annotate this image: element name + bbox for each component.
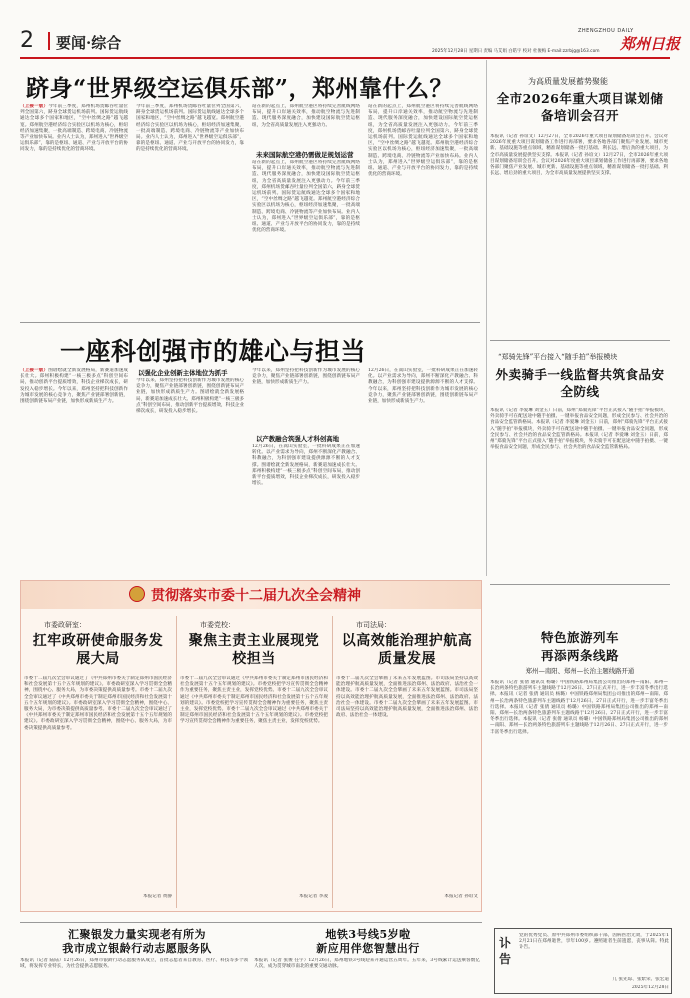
main-body-col3: 站在新的起点上，郑州航空港区将持续完善航线网络布局，提升口岸通关效率，推动航空物流与先进制造、现代服务深度融合，加快建设国际航空货运枢纽，为全省高质量发展注入更强动力。 (252, 104, 360, 128)
committee-col3[interactable] (336, 616, 478, 908)
silver-title: 汇聚银发力量实现老有所为 (68, 928, 206, 941)
train-title-1: 特色旅游列车 (540, 630, 619, 645)
section-name: 要闻·综合 (56, 34, 122, 52)
col3-title: 以高效能治理护航高质量发展 (341, 633, 473, 667)
committee-col2[interactable] (180, 616, 328, 908)
feature-col3: 今年以来，郑州坚持把科技创新作为城市发展的核心竞争力，聚焦产业链部署创新链，围绕创新链布局产业链，加快形成新质生产力。 (252, 368, 360, 386)
col2-sign: 本报记者 李凌 (298, 894, 328, 899)
obituary-label: 讣告 (499, 936, 512, 966)
article-silver[interactable] (20, 924, 252, 994)
committee-banner (21, 581, 481, 609)
col3-kicker: 市司法局： (356, 621, 391, 629)
main-body-col4: 站在新的起点上，郑州航空港区将持续完善航线网络布局，提升口岸通关效率，推动航空物流与先进制造、现代服务深度融合，加快建设国际航空货运枢纽，为全省高质量发展注入更强动力。今年前三季度，郑州机场货邮吞吐量位列全国第六，跻身全球货运机场前列。国际货运航线通达全球多个国家和地区，“空中丝绸之路”越飞越宽。郑州航空港经济综合实验区以机场为核心，枢纽经济加速集聚，一批高端制造、跨境电商、冷链物流等产业加快布局。业内人士认为，郑州进入“世界级空运俱乐部”，靠的是枢纽、通道、产业与开放平台的协同发力，靠的是持续优化的营商环境。 (368, 104, 478, 178)
masthead-rule (20, 57, 670, 59)
committee-col1[interactable] (24, 616, 172, 908)
metro-title-2: 新应用伴您智慧出行 (316, 942, 420, 955)
feature-sub2: 以产教融合筑强人才科创高地 (256, 435, 340, 443)
col1-sign: 本报记者 黄静 (142, 894, 172, 899)
right-divider-1 (486, 60, 487, 576)
silver-rule (20, 922, 482, 923)
main-body-col1: （上接一版）今年前三季度，郑州机场货邮吞吐量位列全国第六，跻身全球货运机场前列。国际货运航线通达全球多个国家和地区，“空中丝绸之路”越飞越宽。郑州航空港经济综合实验区以机场为核心，枢纽经济加速集聚，一批高端制造、跨境电商、冷链物流等产业加快布局。业内人士认为，郑州进入“世界级空运俱乐部”，靠的是枢纽、通道、产业与开放平台的协同发力，靠的是持续优化的营商环境。 (20, 104, 128, 153)
metro-title: 地铁3号线5岁啦 (325, 928, 411, 941)
party-emblem-icon (129, 586, 145, 602)
col2-body: 市委十二届九次全会审议通过《中共郑州市委关于制定郑州市国民经济和社会发展第十五个五年规划的建议》。市委党校把学习宣传贯彻全会精神作为重要任务，聚焦主责主业，发挥党校优势。市委十二届九次全会审议通过《中共郑州市委关于制定郑州市国民经济和社会发展第十五个五年规划的建议》。市委党校把学习宣传贯彻全会精神作为重要任务，聚焦主责主业，发挥党校优势。市委十二届九次全会审议通过《中共郑州市委关于制定郑州市国民经济和社会发展第十五个五年规划的建议》。市委党校把学习宣传贯彻全会精神作为重要任务，聚焦主责主业，发挥党校优势。 (180, 676, 328, 725)
article-train[interactable] (490, 584, 670, 924)
col2-title: 聚焦主责主业展现党校担当 (188, 633, 320, 667)
main-subhead: 未来国际航空港仍需做足规划运营 (256, 151, 354, 159)
date-line: 2025年12月28日 星期日 责编 马艾娟 白皓宇 校对 杜俊梅 E-mail:zzrbjg@163.com (432, 49, 600, 54)
news1-kicker: 为高质量发展蓄势聚能 (528, 77, 608, 86)
col3-sign: 本报记者 孙谊文 (444, 894, 478, 899)
col2-kicker: 市委党校： (200, 621, 235, 629)
silver-body: 本报讯（记者 陆陆）12月26日，郑州市银龄行动志愿服务队成立，首批志愿者来自教育、医疗、科技等多个领域，将发挥专业特长，为社会提供志愿服务。 (20, 958, 248, 970)
feature-col2: 今年以来，郑州坚持把科技创新作为城市发展的核心竞争力，聚焦产业链部署创新链，围绕创新链布局产业链，加快形成新质生产力。图谱绘就全新发展格局，新赛道加速成长壮大。郑州积极构建“一核三极多点”科创空间布局，推动创新平台提质增效，科技企业梯次成长，研发投入稳步增长。 (136, 378, 244, 415)
main-body-col3b: 站在新的起点上，郑州航空港区将持续完善航线网络布局，提升口岸通关效率，推动航空物流与先进制造、现代服务深度融合，加快建设国际航空货运枢纽，为全省高质量发展注入更强动力。今年前三季度，郑州机场货邮吞吐量位列全国第六，跻身全球货运机场前列。国际货运航线通达全球多个国家和地区，“空中丝绸之路”越飞越宽。郑州航空港经济综合实验区以机场为核心，枢纽经济加速集聚，一批高端制造、跨境电商、冷链物流等产业加快布局。业内人士认为，郑州进入“世界级空运俱乐部”，靠的是枢纽、通道、产业与开放平台的协同发力，靠的是持续优化的营商环境。 (252, 160, 360, 234)
article-feature[interactable] (20, 322, 480, 592)
article-main[interactable] (20, 60, 480, 318)
obituary[interactable] (494, 928, 672, 994)
train-rule (490, 584, 670, 585)
col1-body: 市委十二届九次全会审议通过了《中共郑州市委关于制定郑州市国民经济和社会发展第十五个五年规划的建议》。市委政研室深入学习贯彻全会精神，围绕中心、服务大局，为市委决策提供高质量参考。市委十二届九次全会审议通过了《中共郑州市委关于制定郑州市国民经济和社会发展第十五个五年规划的建议》。市委政研室深入学习贯彻全会精神，围绕中心、服务大局，为市委决策提供高质量参考。市委十二届九次全会审议通过了《中共郑州市委关于制定郑州市国民经济和社会发展第十五个五年规划的建议》。市委政研室深入学习贯彻全会精神，围绕中心、服务大局，为市委决策提供高质量参考。 (24, 676, 172, 731)
article-metro[interactable] (254, 924, 482, 994)
committee-banner-title: 贯彻落实市委十二届九次全会精神 (151, 588, 361, 604)
rider-title: 外卖骑手一线监督共筑食品安全防线 (495, 367, 665, 399)
feature-top-rule (20, 322, 480, 323)
news1-body-left: 本报讯（记者 孙谊文）12月27日，全市2026年重大项目谋划储备培训会召开。会议对2026年度重大项目谋划储备工作进行再部署，要求各地各部门聚焦产业发展、城市更新、基础设施等重点领域，精准谋划储备一批打基础、利长远、增后劲的重大项目，为全市高质量发展提供坚实支撑。本报讯（记者 孙谊文）12月27日，全市2026年重大项目谋划储备培训会召开。会议对2026年度重大项目谋划储备工作进行再部署，要求各地各部门聚焦产业发展、城市更新、基础设施等重点领域，精准谋划储备一批打基础、利长远、增后劲的重大项目，为全市高质量发展提供坚实支撑。 (490, 134, 668, 177)
pinyin-name: ZHENGZHOU DAILY (578, 28, 634, 34)
obituary-date: 2025年12月28日 (631, 985, 669, 990)
committee-section (20, 580, 482, 920)
col1-kicker: 市委政研室： (44, 621, 86, 629)
feature-col3b: 12月26日，在嵩山实验室，一批科研成果正在加速转化。以产业需求为导向，郑州不断深化产教融合、科教融合，为科创强市建设提供源源不断的人才支撑。图谱绘就全新发展格局，新赛道加速成长壮大。郑州积极构建“一核三极多点”科创空间布局，推动创新平台提质增效，科技企业梯次成长，研发投入稳步增长。 (252, 444, 360, 487)
metro-body: 本报讯（记者 张俊 任宇）12月26日，郑州地铁3号线迎来开通运营五周年。五年来，3号线累计运送乘客数亿人次，成为贯穿城市南北的重要交通动脉。 (254, 958, 480, 970)
feature-sub1: 以强化企业创新主体地位为抓手 (138, 369, 228, 377)
rider-body: 本报讯（记者 李爱琳 刘金玉）日前，郑州“郑骑先锋”平台正式接入“随手拍”举报模块，外卖骑手可在配送途中随手拍摄、一键举报食品安全问题，形成全民参与、社会共治的食品安全监管新格局。本报讯（记者 李爱琳 刘金玉）日前，郑州“郑骑先锋”平台正式接入“随手拍”举报模块，外卖骑手可在配送途中随手拍摄、一键举报食品安全问题，形成全民参与、社会共治的食品安全监管新格局。本报讯（记者 李爱琳 刘金玉）日前，郑州“郑骑先锋”平台正式接入“随手拍”举报模块，外卖骑手可在配送途中随手拍摄、一键举报食品安全问题，形成全民参与、社会共治的食品安全监管新格局。 (490, 408, 668, 451)
train-title-2: 再添两条线路 (540, 648, 619, 663)
obituary-signers: 儿 张先琼、张紫荣、张宏道 (612, 977, 669, 982)
main-headline: 跻身“世界级空运俱乐部”，郑州靠什么？ (26, 75, 453, 102)
paper-logo: 郑州日报 (620, 35, 681, 53)
col1-title: 扛牢政研使命服务发展大局 (32, 633, 164, 667)
article-rider[interactable] (490, 340, 670, 580)
silver-title-2: 我市成立银龄行动志愿服务队 (62, 942, 212, 955)
page-number: 2 (20, 28, 34, 53)
feature-col1: （上接一版）图谱绘就全新发展格局，新赛道加速成长壮大。郑州积极构建“一核三极多点”科创空间布局，推动创新平台提质增效，科技企业梯次成长，研发投入稳步增长。今年以来，郑州坚持把科技创新作为城市发展的核心竞争力，聚焦产业链部署创新链，围绕创新链布局产业链，加快形成新质生产力。 (20, 368, 128, 405)
news1-title-line: 全市2026年重大项目谋划储备培训会召开 (496, 91, 664, 123)
main-body-col2: 今年前三季度，郑州机场货邮吞吐量位列全国第六，跻身全球货运机场前列。国际货运航线通达全球多个国家和地区，“空中丝绸之路”越飞越宽。郑州航空港经济综合实验区以机场为核心，枢纽经济加速集聚，一批高端制造、跨境电商、冷链物流等产业加快布局。业内人士认为，郑州进入“世界级空运俱乐部”，靠的是枢纽、通道、产业与开放平台的协同发力，靠的是持续优化的营商环境。 (136, 104, 244, 153)
rider-kicker: “郑骑先锋”平台接入“随手拍”举报模块 (498, 353, 618, 361)
obituary-body: 党的优秀党员、原中共郑州市委组织部干部，因病医治无效，于2025年12月21日在郑州逝世，享年100岁。遵照逝者生前遗愿，丧事从简。特此讣告。 (519, 933, 669, 951)
committee-div-2 (332, 616, 333, 908)
train-body: 本报讯（记者 张倩 通讯员 杨璐）中国铁路郑州局集团公司推出的郑州—南阳、郑州—长治两条特色旅游列车主题线路于12月26日、27日正式开行，进一步丰富冬季出行选择。本报讯（记者 张倩 通讯员 杨璐）中国铁路郑州局集团公司推出的郑州—南阳、郑州—长治两条特色旅游列车主题线路于12月26日、27日正式开行，进一步丰富冬季出行选择。本报讯（记者 张倩 通讯员 杨璐）中国铁路郑州局集团公司推出的郑州—南阳、郑州—长治两条特色旅游列车主题线路于12月26日、27日正式开行，进一步丰富冬季出行选择。本报讯（记者 张倩 通讯员 杨璐）中国铁路郑州局集团公司推出的郑州—南阳、郑州—长治两条特色旅游列车主题线路于12月26日、27日正式开行，进一步丰富冬季出行选择。 (490, 680, 668, 735)
feature-headline: 一座科创强市的雄心与担当 (60, 337, 367, 366)
col3-body: 市委十二届九次全会擘画了未来五年发展蓝图。市司法局坚持以高效能治理护航高质量发展，全面推进法治郑州、法治政府、法治社会一体建设。市委十二届九次全会擘画了未来五年发展蓝图。市司法局坚持以高效能治理护航高质量发展，全面推进法治郑州、法治政府、法治社会一体建设。市委十二届九次全会擘画了未来五年发展蓝图。市司法局坚持以高效能治理护航高质量发展，全面推进法治郑州、法治政府、法治社会一体建设。 (336, 676, 478, 719)
committee-div-1 (176, 616, 177, 908)
article-project-training[interactable] (490, 64, 670, 334)
train-sub: 郑州—南阳、郑州—长治主题线路开通 (525, 667, 635, 675)
masthead (0, 0, 690, 54)
feature-col4: 12月26日，在嵩山实验室，一批科研成果正在加速转化。以产业需求为导向，郑州不断深化产教融合、科教融合，为科创强市建设提供源源不断的人才支撑。今年以来，郑州坚持把科技创新作为城市发展的核心竞争力，聚焦产业链部署创新链，围绕创新链布局产业链，加快形成新质生产力。 (368, 368, 478, 405)
masthead-divider (48, 32, 50, 50)
rider-rule (490, 340, 670, 341)
